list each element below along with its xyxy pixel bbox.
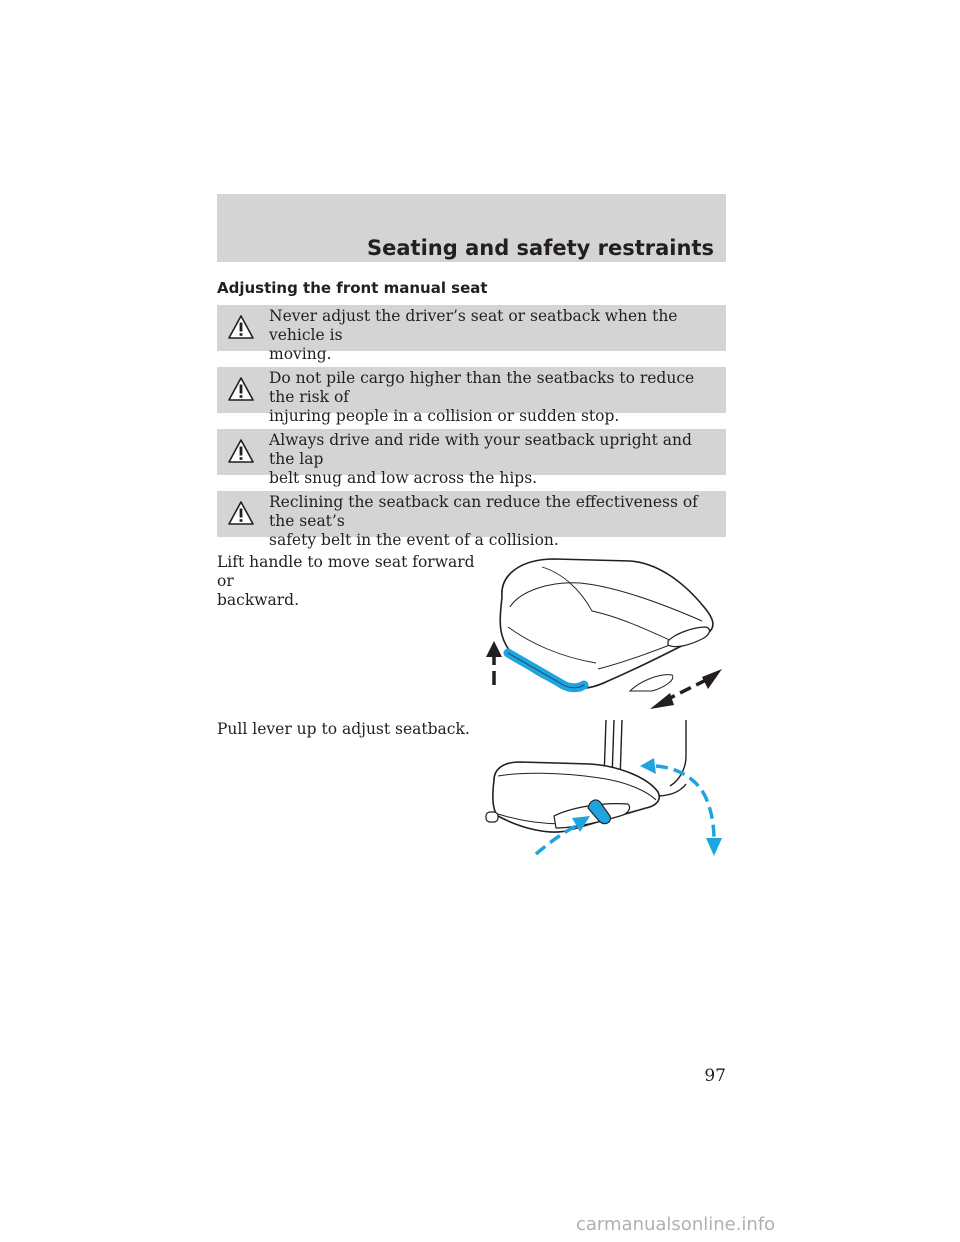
warnings-list [217, 305, 726, 553]
section-title: Seating and safety restraints [367, 236, 714, 260]
watermark: carmanualsonline.info [576, 1214, 776, 1235]
warning-line: moving. [269, 345, 332, 363]
warning-text [269, 431, 716, 488]
warning-line: Reclining the seatback can reduce the effectiveness of the seat’s [269, 493, 698, 530]
warning-text [269, 493, 716, 550]
warning-text [269, 369, 716, 426]
warning-line: safety belt in the event of a collision. [269, 531, 559, 549]
warning-box [217, 305, 726, 363]
instruction-recline [217, 720, 477, 739]
warning-box [217, 491, 726, 549]
warning-line: Never adjust the driver’s seat or seatback when the vehicle is [269, 307, 678, 344]
warning-triangle-icon [227, 438, 255, 464]
warning-line: injuring people in a collision or sudden stop. [269, 407, 620, 425]
warning-line: Do not pile cargo higher than the seatbacks to reduce the risk of [269, 369, 695, 406]
seat-recline-illustration [480, 716, 730, 858]
seat-fore-aft-illustration [480, 545, 730, 715]
lift-arrow-icon [486, 641, 502, 685]
warning-box [217, 367, 726, 425]
warning-box [217, 429, 726, 487]
instruction-line: Pull lever up to adjust seatback. [217, 720, 470, 738]
instruction-line: Lift handle to move seat forward or [217, 553, 475, 590]
warning-line: Always drive and ride with your seatback upright and the lap [269, 431, 692, 468]
seat-recess [630, 675, 673, 691]
section-header [217, 194, 726, 262]
warning-triangle-icon [227, 314, 255, 340]
warning-line: belt snug and low across the hips. [269, 469, 538, 487]
seat-front-nub [486, 812, 498, 822]
instruction-line: backward. [217, 591, 300, 609]
page-number: 97 [704, 1066, 726, 1086]
warning-triangle-icon [227, 376, 255, 402]
instruction-fore-aft [217, 553, 477, 610]
recline-arrow-icon [640, 758, 722, 856]
warning-text [269, 307, 716, 364]
subheading: Adjusting the front manual seat [217, 279, 488, 297]
warning-triangle-icon [227, 500, 255, 526]
